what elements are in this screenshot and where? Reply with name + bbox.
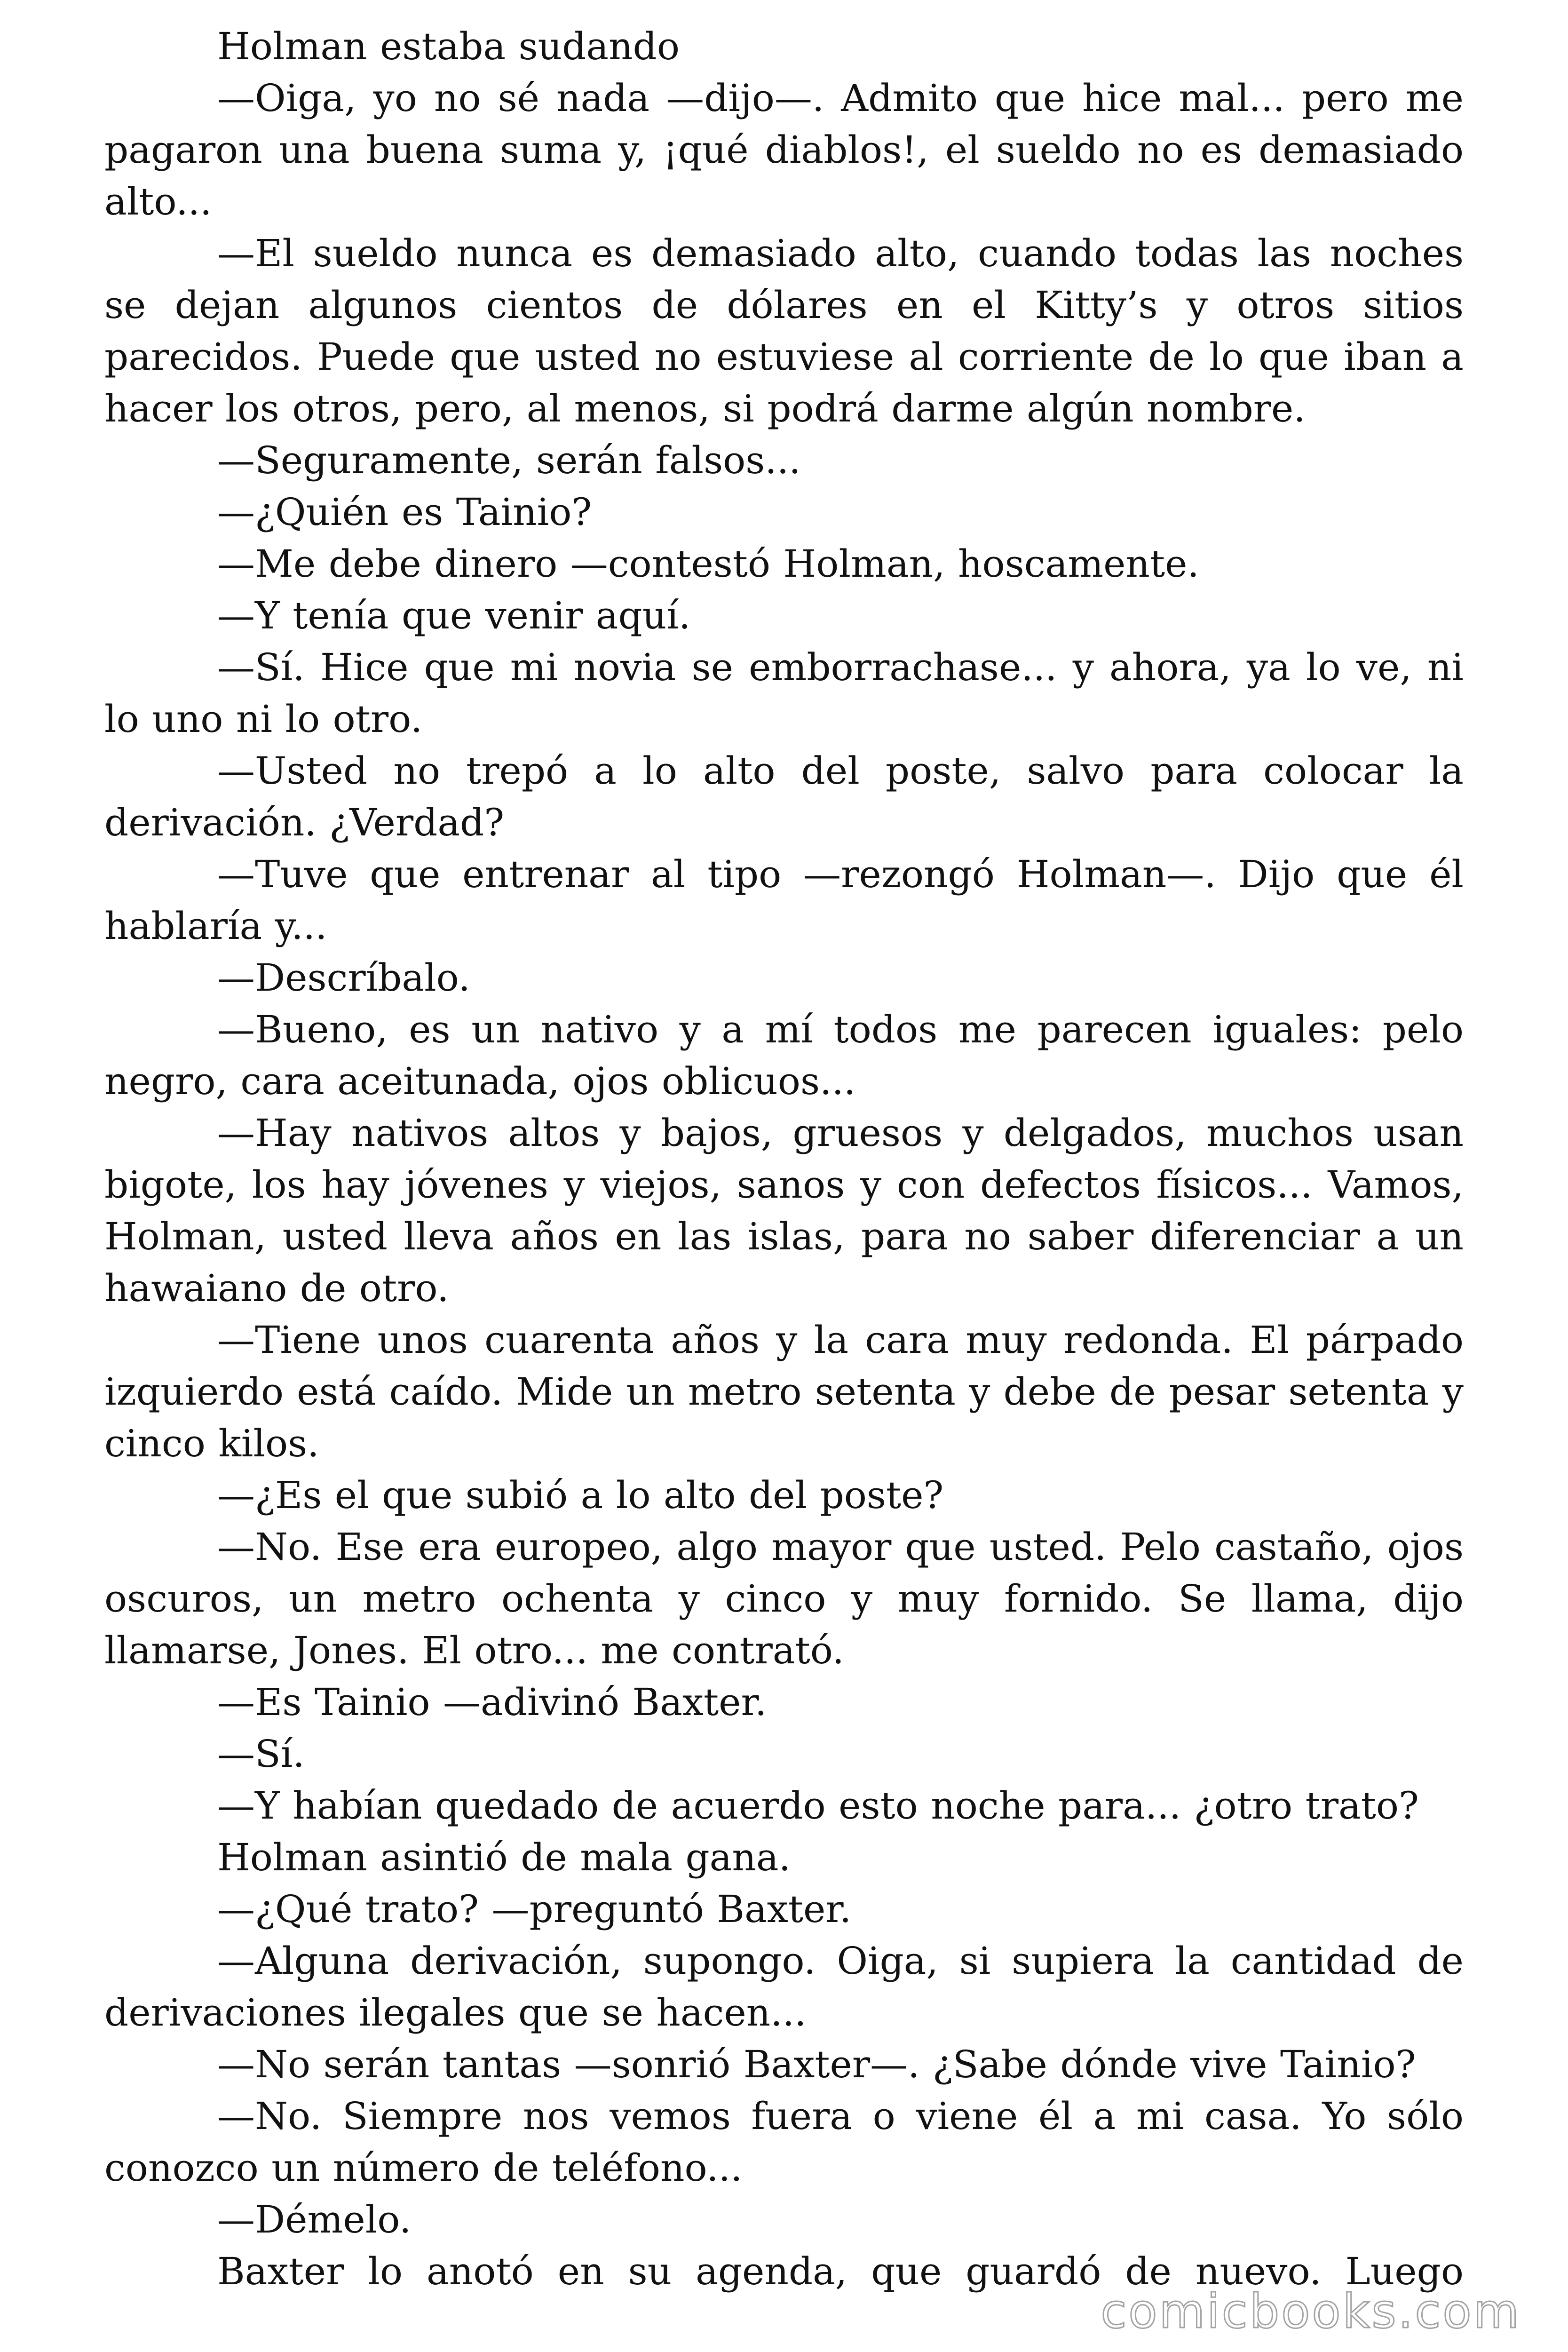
- paragraph: —¿Qué trato? —preguntó Baxter.: [217, 1887, 852, 1931]
- paragraph: —Oiga, yo no sé nada —dijo—. Admito que hice mal... pero me pagaron una buena suma y, ¡qué diablos!, el sueldo no es demasiado alto...: [104, 76, 1464, 223]
- paragraph: —Tuve que entrenar al tipo —rezongó Holman—. Dijo que él hablaría y...: [104, 852, 1464, 948]
- paragraph: Holman estaba sudando: [217, 24, 680, 68]
- paragraph: —No serán tantas —sonrió Baxter—. ¿Sabe dónde vive Tainio?: [217, 2042, 1416, 2086]
- paragraph: —Me debe dinero —contestó Holman, hoscamente.: [217, 542, 1199, 586]
- watermark: comicbooks.com: [1101, 2284, 1521, 2339]
- paragraph: —Usted no trepó a lo alto del poste, salvo para colocar la derivación. ¿Verdad?: [104, 749, 1464, 844]
- paragraph: —No. Siempre nos vemos fuera o viene él a mi casa. Yo sólo conozco un número de teléfono...: [104, 2094, 1464, 2190]
- paragraph: —Démelo.: [217, 2198, 412, 2241]
- paragraph: —Y habían quedado de acuerdo esto noche para... ¿otro trato?: [217, 1784, 1419, 1828]
- paragraph: —Sí. Hice que mi novia se emborrachase... y ahora, ya lo ve, ni lo uno ni lo otro.: [104, 645, 1464, 741]
- paragraph: —Tiene unos cuarenta años y la cara muy redonda. El párpado izquierdo está caído. Mide un metro setenta y debe de pesar setenta y cinco kilos.: [104, 1318, 1464, 1465]
- paragraph: —Hay nativos altos y bajos, gruesos y delgados, muchos usan bigote, los hay jóvenes y viejos, sanos y con defectos físicos... Vamos, Holman, usted lleva años en las islas, para no saber diferenciar a un hawaiano de otro.: [104, 1111, 1464, 1310]
- paragraph: Baxter lo anotó en su agenda, que guardó de nuevo. Luego: [217, 2249, 1464, 2293]
- paragraph: —Bueno, es un nativo y a mí todos me parecen iguales: pelo negro, cara aceitunada, ojos oblicuos...: [104, 1008, 1464, 1103]
- paragraph: Holman asintió de mala gana.: [217, 1836, 791, 1879]
- paragraph: —Seguramente, serán falsos...: [217, 438, 801, 482]
- paragraph: —No. Ese era europeo, algo mayor que usted. Pelo castaño, ojos oscuros, un metro ochenta y cinco y muy fornido. Se llama, dijo llamarse, Jones. El otro... me contrató.: [104, 1525, 1464, 1672]
- paragraph: —Es Tainio —adivinó Baxter.: [217, 1680, 767, 1724]
- paragraph: —Y tenía que venir aquí.: [217, 594, 691, 637]
- paragraph: —Sí.: [217, 1732, 305, 1776]
- paragraph: —Descríbalo.: [217, 956, 470, 1000]
- paragraph: —¿Es el que subió a lo alto del poste?: [217, 1473, 944, 1517]
- paragraph: —¿Quién es Tainio?: [217, 490, 592, 534]
- paragraph: —El sueldo nunca es demasiado alto, cuando todas las noches se dejan algunos cientos de dólares en el Kitty’s y otros sitios parecidos. Puede que usted no estuviese al corriente de lo que iban a hacer los otros, pero, al menos, si podrá darme algún nombre.: [104, 231, 1464, 430]
- paragraph: —Alguna derivación, supongo. Oiga, si supiera la cantidad de derivaciones ilegales que se hacen...: [104, 1939, 1464, 2034]
- page-text: [104, 21, 1464, 2297]
